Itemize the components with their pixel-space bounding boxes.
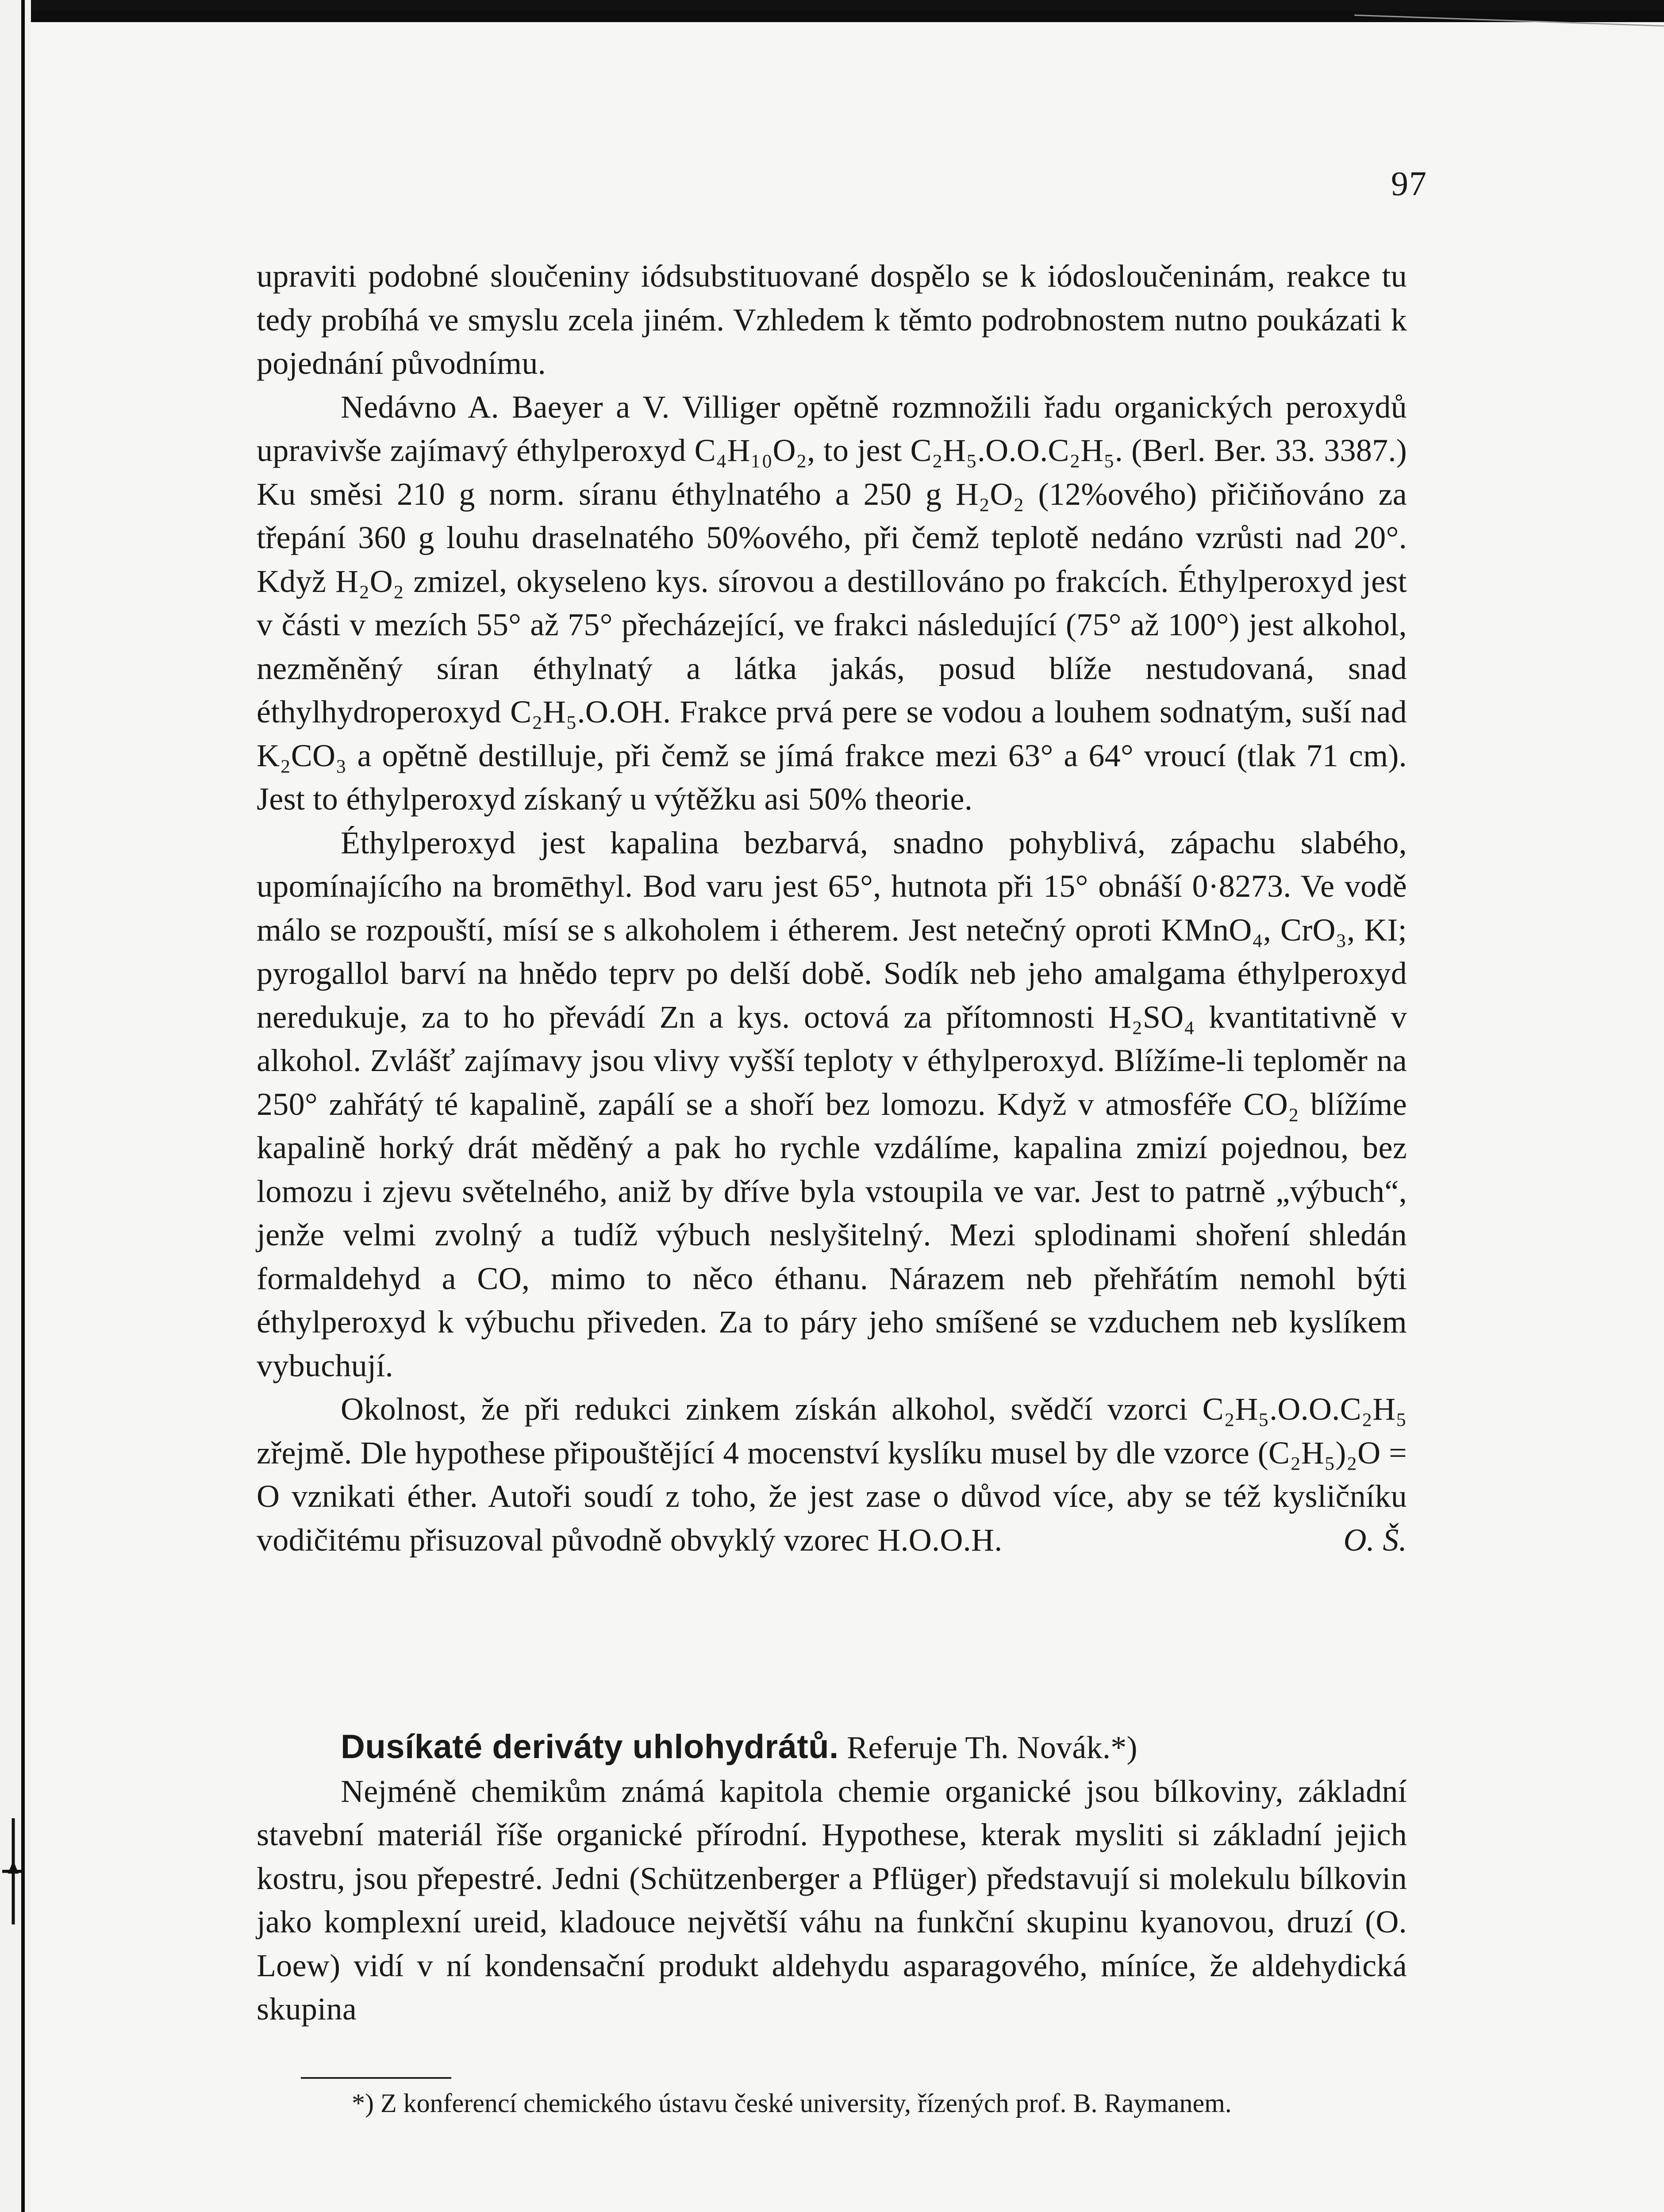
footnote-rule <box>301 2077 451 2079</box>
byline: Referuje Th. Novák.*) <box>847 1730 1138 1765</box>
article-heading: Dusíkaté deriváty uhlohydrátů. <box>341 1728 839 1766</box>
article-2 <box>257 1725 1407 2031</box>
footnote <box>257 2081 1407 2125</box>
paragraph-3: Éthylperoxyd jest kapalina bezbarvá, snadno pohyblivá, zápachu slabého, upomínajícího na bromēthyl. Bod varu jest 65°, hutnota při 15° obnáší 0·8273. Ve vodě málo se rozpouští, mísí se s alkoholem i étherem. Jest netečný oproti KMnO₄, CrO₃, KI; pyrogallol barví na hnědo teprv po delší době. Sodík neb jeho amalgama éthylperoxyd neredukuje, za to ho převádí Zn a kys. octová za přítomnosti H₂SO₄ kvantitativně v alkohol. Zvlášť zajímavy jsou vlivy vyšší teploty v éthylperoxyd. Blížíme-li teploměr na 250° zahřátý té kapalině, zapálí se a shoří bez lomozu. Když v atmosféře CO₂ blížíme kapalině horký drát měděný a pak ho rychle vzdálíme, kapalina zmizí pojednou, bez lomozu i zjevu světelného, aniž by dříve byla vstoupila ve var. Jest to patrně „výbuch“, jenže velmi zvolný a tudíž výbuch neslyšitelný. Mezi splodinami shoření shledán formaldehyd a CO, mimo to něco éthanu. Nárazem neb přehřátím nemohl býti éthylperoxyd k výbuchu přiveden. Za to páry jeho smíšené se vzduchem neb kyslíkem vybuchují. <box>257 825 1407 1383</box>
article-2-title <box>257 1725 1407 1770</box>
signature: O. Š. <box>1343 1522 1407 1558</box>
paragraph-1: upraviti podobné sloučeniny iódsubstituované dospělo se k iódosloučeninám, reakce tu tedy probíhá ve smyslu zcela jiném. Vzhledem k těmto podrobnostem nutno poukázati k pojednání původnímu. <box>257 258 1407 381</box>
article-1 <box>257 254 1407 1562</box>
page-number: 97 <box>1391 164 1427 203</box>
margin-mark-icon <box>0 1818 27 1924</box>
paragraph-4-text: Okolnost, že při redukci zinkem získán alkohol, svědčí vzorci C₂H₅.O.O.C₂H₅ zřejmě. Dle hypothese připouštějící 4 mocenství kyslíku musel by dle vzorce (C₂H₅)₂O = O vznikati éther. Autoři soudí z toho, že jest zase o důvod více, aby se též kysličníku vodičitému přisuzoval původně obvyklý vzorec H.O.O.H. <box>257 1391 1407 1558</box>
paragraph-4 <box>257 1387 1407 1562</box>
paragraph-5: Nejméně chemikům známá kapitola chemie organické jsou bílkoviny, základní stavební materiál říše organické přírodní. Hypothese, kterak mysliti si základní jejich kostru, jsou přepestré. Jedni (Schützenberger a Pflüger) představují si molekulu bílkovin jako komplexní ureid, kladouce největší váhu na funkční skupinu kyanovou, druzí (O. Loew) vidí v ní kondensační produkt aldehydu asparagového, míníce, že aldehydická skupina <box>257 1773 1407 2027</box>
paragraph-2: Nedávno A. Baeyer a V. Villiger opětně rozmnožili řadu organických peroxydů upravivše zajímavý éthylperoxyd C₄H₁₀O₂, to jest C₂H₅.O.O.C₂H₅. (Berl. Ber. 33. 3387.) Ku směsi 210 g norm. síranu éthylnatého a 250 g H₂O₂ (12%ového) přičiňováno za třepání 360 g louhu draselnatého 50%ového, při čemž teplotě nedáno vzrůsti nad 20°. Když H₂O₂ zmizel, okyseleno kys. sírovou a destillováno po frakcích. Éthylperoxyd jest v části v mezích 55° až 75° přecházející, ve frakci následující (75° až 100°) jest alkohol, nezměněný síran éthylnatý a látka jakás, posud blíže nestudovaná, snad éthylhydroperoxyd C₂H₅.O.OH. Frakce prvá pere se vodou a louhem sodnatým, suší nad K₂CO₃ a opětně destilluje, při čemž se jímá frakce mezi 63° a 64° vroucí (tlak 71 cm). Jest to éthylperoxyd získaný u výtěžku asi 50% theorie. <box>257 389 1407 817</box>
footnote-text: *) Z konferencí chemického ústavu české university, řízených prof. B. Raymanem. <box>352 2089 1232 2118</box>
